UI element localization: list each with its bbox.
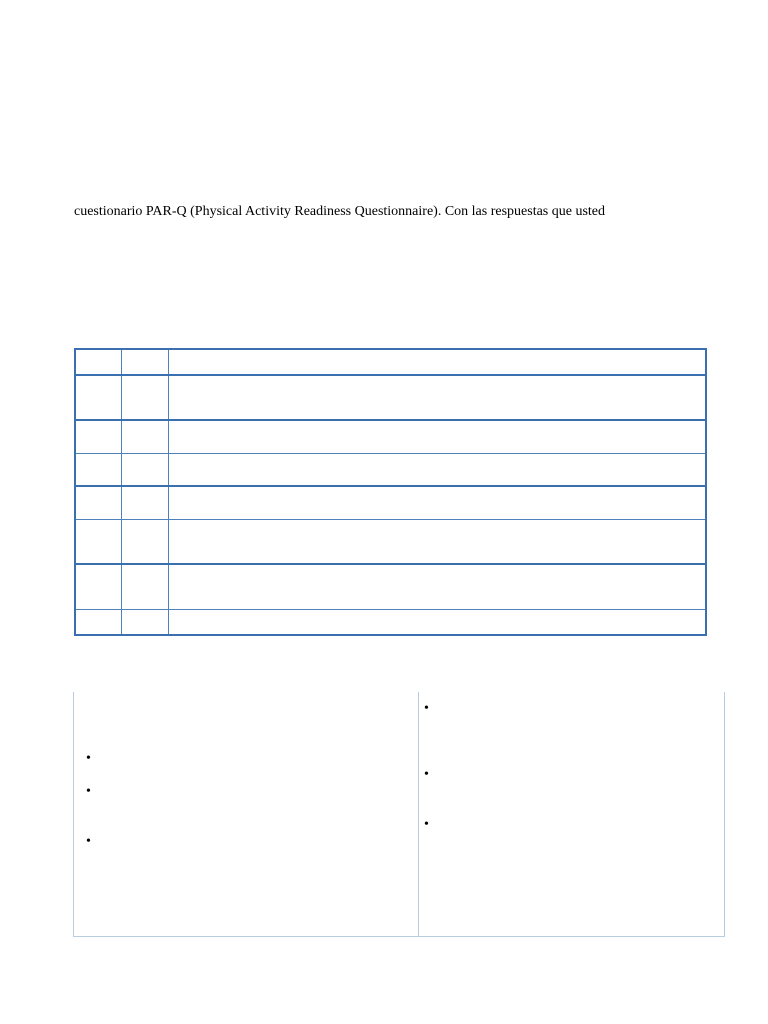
question-cell (169, 453, 707, 486)
column-divider (418, 692, 419, 936)
table-row (75, 609, 706, 635)
bullet-right-2: • (424, 767, 429, 782)
question-cell (169, 375, 707, 420)
bullet-right-3: • (424, 817, 429, 832)
question-cell (169, 420, 707, 453)
answer-no-cell (122, 453, 169, 486)
answer-no-cell (122, 349, 169, 375)
question-cell (169, 564, 707, 609)
question-cell (169, 519, 707, 564)
recommendations-box (73, 692, 725, 937)
answer-yes-cell (75, 564, 122, 609)
table-row (75, 564, 706, 609)
answer-no-cell (122, 564, 169, 609)
question-cell (169, 609, 707, 635)
answer-no-cell (122, 519, 169, 564)
question-cell (169, 486, 707, 519)
intro-text: cuestionario PAR-Q (Physical Activity Readiness Questionnaire). Con las respuestas que usted (74, 204, 606, 219)
answer-yes-cell (75, 486, 122, 519)
answer-no-cell (122, 375, 169, 420)
bullet-right-1: • (424, 701, 429, 716)
table-row (75, 349, 706, 375)
answer-yes-cell (75, 375, 122, 420)
answer-yes-cell (75, 519, 122, 564)
parq-questionnaire-table (74, 348, 707, 636)
answer-yes-cell (75, 420, 122, 453)
answer-no-cell (122, 609, 169, 635)
table-row (75, 453, 706, 486)
answer-yes-cell (75, 609, 122, 635)
table-row (75, 486, 706, 519)
answer-yes-cell (75, 453, 122, 486)
bullet-left-3: • (86, 834, 91, 849)
table-row (75, 375, 706, 420)
bullet-left-2: • (86, 784, 91, 799)
question-cell (169, 349, 707, 375)
table-row (75, 519, 706, 564)
answer-yes-cell (75, 349, 122, 375)
answer-no-cell (122, 486, 169, 519)
answer-no-cell (122, 420, 169, 453)
bullet-left-1: • (86, 751, 91, 766)
table-row (75, 420, 706, 453)
